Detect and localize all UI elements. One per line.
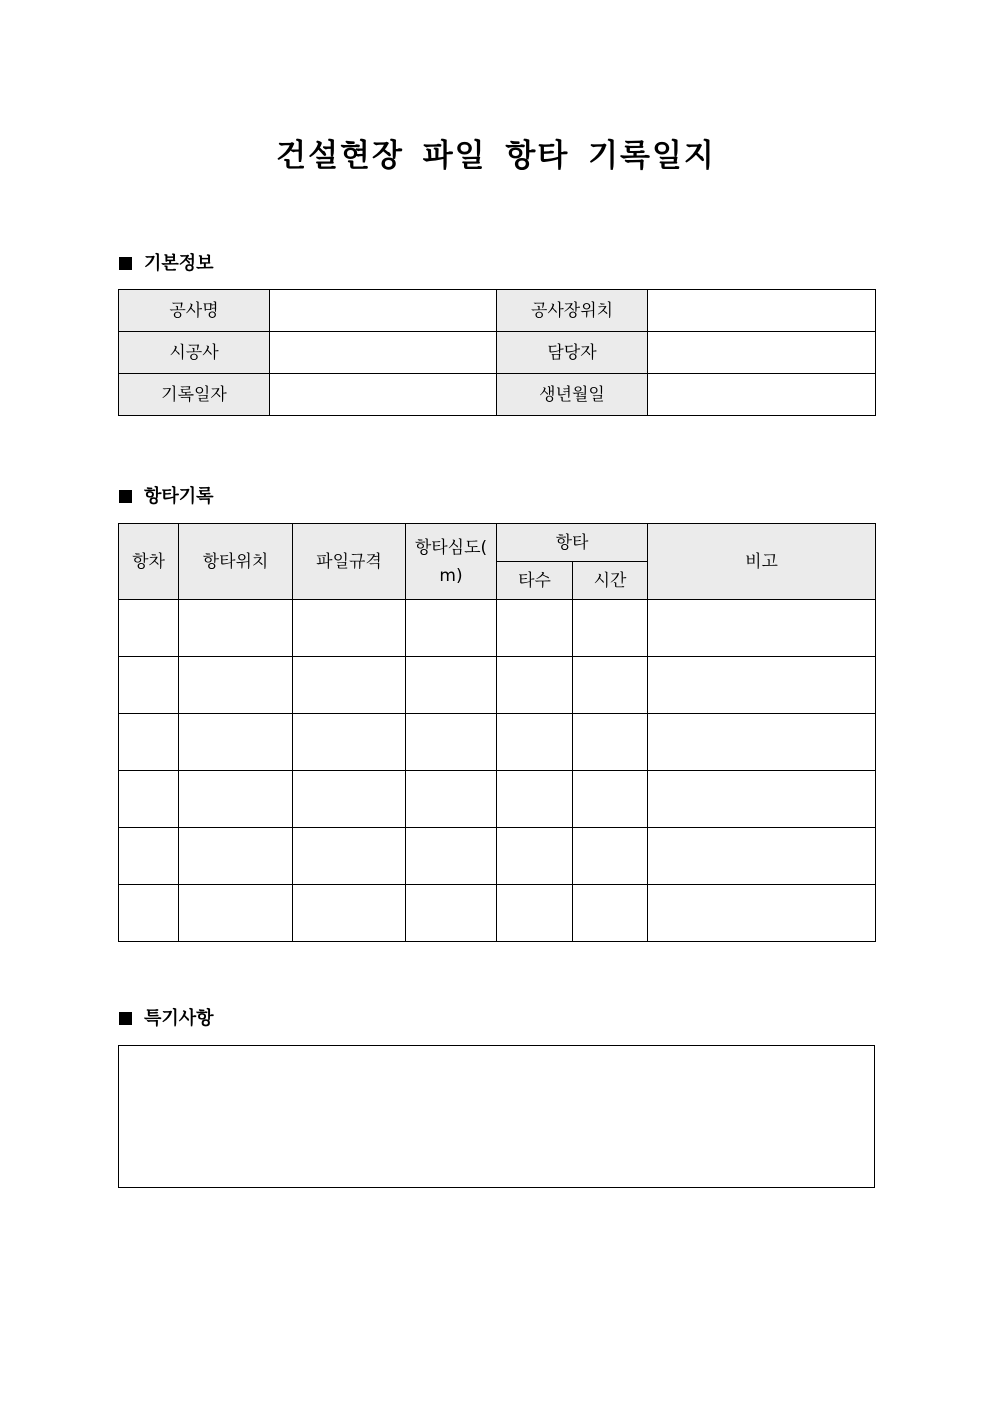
record-date-label: 기록일자 [119, 374, 270, 416]
time-cell[interactable] [573, 714, 648, 771]
table-row [119, 374, 876, 416]
remarks-cell[interactable] [648, 771, 876, 828]
blow-count-cell[interactable] [497, 714, 573, 771]
location-cell[interactable] [179, 828, 293, 885]
pile-spec-header: 파일규격 [293, 524, 406, 600]
square-bullet-icon [119, 490, 132, 503]
manager-field[interactable] [648, 332, 876, 374]
birth-date-field[interactable] [648, 374, 876, 416]
square-bullet-icon [119, 1012, 132, 1025]
table-row [119, 828, 876, 885]
blow-count-header: 타수 [497, 562, 573, 600]
sequence-cell[interactable] [119, 600, 179, 657]
location-cell[interactable] [179, 885, 293, 942]
remarks-cell[interactable] [648, 600, 876, 657]
section-heading-special-notes [119, 1007, 214, 1031]
birth-date-label: 생년월일 [497, 374, 648, 416]
pile-record-table [118, 523, 876, 942]
table-row [119, 332, 876, 374]
site-location-label: 공사장위치 [497, 290, 648, 332]
pile-spec-cell[interactable] [293, 657, 406, 714]
pile-spec-cell[interactable] [293, 828, 406, 885]
section-title-pile-record: 항타기록 [144, 486, 214, 507]
depth-cell[interactable] [406, 828, 497, 885]
table-header-row [119, 524, 876, 562]
manager-label: 담당자 [497, 332, 648, 374]
driving-header: 항타 [497, 524, 648, 562]
pile-spec-cell[interactable] [293, 600, 406, 657]
blow-count-cell[interactable] [497, 885, 573, 942]
time-cell[interactable] [573, 600, 648, 657]
pile-spec-cell[interactable] [293, 714, 406, 771]
depth-cell[interactable] [406, 885, 497, 942]
time-cell[interactable] [573, 828, 648, 885]
table-row [119, 600, 876, 657]
section-heading-basic-info [119, 252, 214, 276]
depth-header-line2: m) [439, 565, 463, 586]
depth-header [406, 524, 497, 600]
square-bullet-icon [119, 257, 132, 270]
time-header: 시간 [573, 562, 648, 600]
section-title-basic-info: 기본정보 [144, 253, 214, 274]
sequence-cell[interactable] [119, 828, 179, 885]
contractor-field[interactable] [270, 332, 497, 374]
location-cell[interactable] [179, 771, 293, 828]
depth-header-line1: 항타심도( [414, 537, 488, 558]
basic-info-table [118, 289, 876, 416]
time-cell[interactable] [573, 771, 648, 828]
blow-count-cell[interactable] [497, 657, 573, 714]
special-notes-box[interactable] [118, 1045, 875, 1188]
location-header: 항타위치 [179, 524, 293, 600]
table-row [119, 771, 876, 828]
remarks-cell[interactable] [648, 828, 876, 885]
sequence-cell[interactable] [119, 714, 179, 771]
contractor-label: 시공사 [119, 332, 270, 374]
project-name-label: 공사명 [119, 290, 270, 332]
remarks-cell[interactable] [648, 885, 876, 942]
site-location-field[interactable] [648, 290, 876, 332]
time-cell[interactable] [573, 885, 648, 942]
sequence-cell[interactable] [119, 885, 179, 942]
location-cell[interactable] [179, 714, 293, 771]
depth-cell[interactable] [406, 657, 497, 714]
remarks-cell[interactable] [648, 657, 876, 714]
section-title-special-notes: 특기사항 [144, 1008, 214, 1029]
pile-spec-cell[interactable] [293, 771, 406, 828]
table-row [119, 714, 876, 771]
remarks-cell[interactable] [648, 714, 876, 771]
table-row [119, 657, 876, 714]
blow-count-cell[interactable] [497, 600, 573, 657]
record-date-field[interactable] [270, 374, 497, 416]
table-row [119, 290, 876, 332]
depth-cell[interactable] [406, 600, 497, 657]
time-cell[interactable] [573, 657, 648, 714]
depth-cell[interactable] [406, 771, 497, 828]
table-row [119, 885, 876, 942]
blow-count-cell[interactable] [497, 828, 573, 885]
sequence-cell[interactable] [119, 657, 179, 714]
location-cell[interactable] [179, 657, 293, 714]
pile-spec-cell[interactable] [293, 885, 406, 942]
depth-cell[interactable] [406, 714, 497, 771]
document-title: 건설현장 파일 항타 기록일지 [276, 138, 716, 174]
remarks-header: 비고 [648, 524, 876, 600]
location-cell[interactable] [179, 600, 293, 657]
sequence-header: 항차 [119, 524, 179, 600]
project-name-field[interactable] [270, 290, 497, 332]
blow-count-cell[interactable] [497, 771, 573, 828]
section-heading-pile-record [119, 485, 214, 509]
sequence-cell[interactable] [119, 771, 179, 828]
